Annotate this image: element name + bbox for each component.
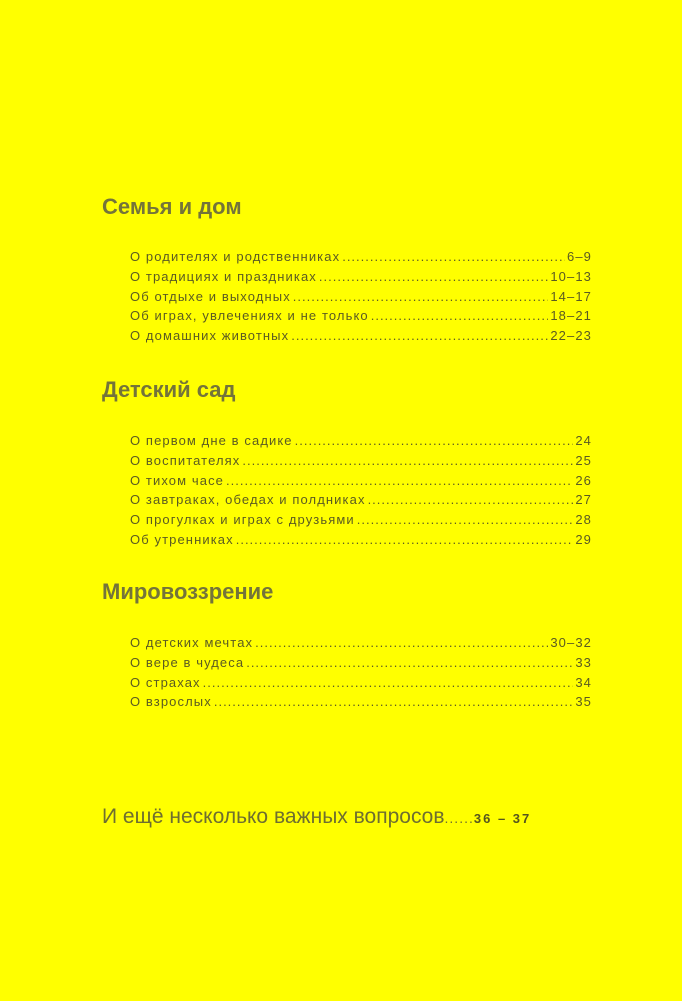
toc-entry[interactable]: [130, 532, 592, 552]
entry-title: О завтраках, обедах и полдниках: [130, 492, 366, 508]
toc-entry[interactable]: [130, 635, 592, 655]
entry-title: Об утренниках: [130, 531, 234, 547]
entry-pages: 22–23: [550, 328, 592, 344]
entry-pages: 25: [575, 452, 592, 468]
entry-pages: 30–32: [550, 635, 592, 650]
toc-entry[interactable]: [130, 453, 592, 473]
entry-pages: 28: [575, 512, 592, 528]
toc-entry[interactable]: [130, 328, 592, 348]
dot-leader: [295, 433, 574, 448]
entry-pages: 35: [575, 694, 592, 710]
dot-leader: [242, 453, 573, 468]
toc-list: [130, 635, 592, 714]
toc-entry[interactable]: [130, 289, 592, 309]
entry-title: О традициях и праздниках: [130, 268, 317, 284]
toc-entry[interactable]: [130, 308, 592, 328]
toc-entry[interactable]: [130, 694, 592, 714]
dot-leader: [214, 694, 573, 709]
entry-pages: 10–13: [550, 268, 592, 284]
entry-pages: 29: [575, 531, 592, 547]
toc-list: [130, 433, 592, 552]
entry-title: О страхах: [130, 674, 201, 690]
section-heading: Мировоззрение: [102, 579, 274, 604]
final-entry[interactable]: [102, 805, 531, 829]
entry-pages: 34: [575, 674, 592, 690]
entry-title: О вере в чудеса: [130, 654, 245, 670]
dot-leader: ......: [444, 810, 474, 826]
toc-entry[interactable]: [130, 512, 592, 532]
entry-pages: 33: [575, 654, 592, 670]
entry-pages: 6–9: [567, 249, 592, 264]
dot-leader: [236, 532, 574, 547]
dot-leader: [357, 512, 574, 527]
dot-leader: [293, 289, 549, 304]
toc-entry[interactable]: [130, 473, 592, 493]
entry-pages: 26: [575, 472, 592, 488]
dot-leader: [319, 269, 548, 284]
toc-entry[interactable]: [130, 655, 592, 675]
entry-title: О первом дне в садике: [130, 433, 293, 448]
toc-list: [130, 249, 592, 348]
dot-leader: [203, 675, 574, 690]
entry-title: О тихом часе: [130, 472, 225, 488]
entry-pages: 27: [575, 492, 592, 508]
entry-title: О детских мечтах: [130, 635, 254, 650]
entry-title: Об играх, увлечениях и не только: [130, 308, 369, 324]
entry-pages: 14–17: [550, 288, 592, 304]
toc-entry[interactable]: [130, 433, 592, 453]
dot-leader: [246, 655, 573, 670]
section-heading: Семья и дом: [102, 194, 242, 219]
entry-title: О родителях и родственниках: [130, 249, 341, 264]
dot-leader: [368, 492, 574, 507]
dot-leader: [371, 308, 549, 323]
dot-leader: [342, 249, 565, 264]
entry-title: О воспитателях: [130, 452, 241, 468]
dot-leader: [255, 635, 548, 650]
toc-entry[interactable]: [130, 269, 592, 289]
entry-title: О домашних животных: [130, 328, 290, 344]
entry-title: О прогулках и играх с друзьями: [130, 512, 355, 528]
entry-title: Об отдыхе и выходных: [130, 288, 291, 304]
toc-entry[interactable]: [130, 249, 592, 269]
toc-entry[interactable]: [130, 492, 592, 512]
section-heading: Детский сад: [102, 377, 236, 402]
entry-pages: 18–21: [550, 308, 592, 324]
toc-entry[interactable]: [130, 675, 592, 695]
dot-leader: [226, 473, 573, 488]
entry-pages: 24: [575, 433, 592, 448]
entry-pages: 36 – 37: [473, 811, 532, 826]
entry-title: О взрослых: [130, 694, 212, 710]
entry-title: И ещё несколько важных вопросов: [102, 805, 445, 828]
dot-leader: [291, 328, 548, 343]
